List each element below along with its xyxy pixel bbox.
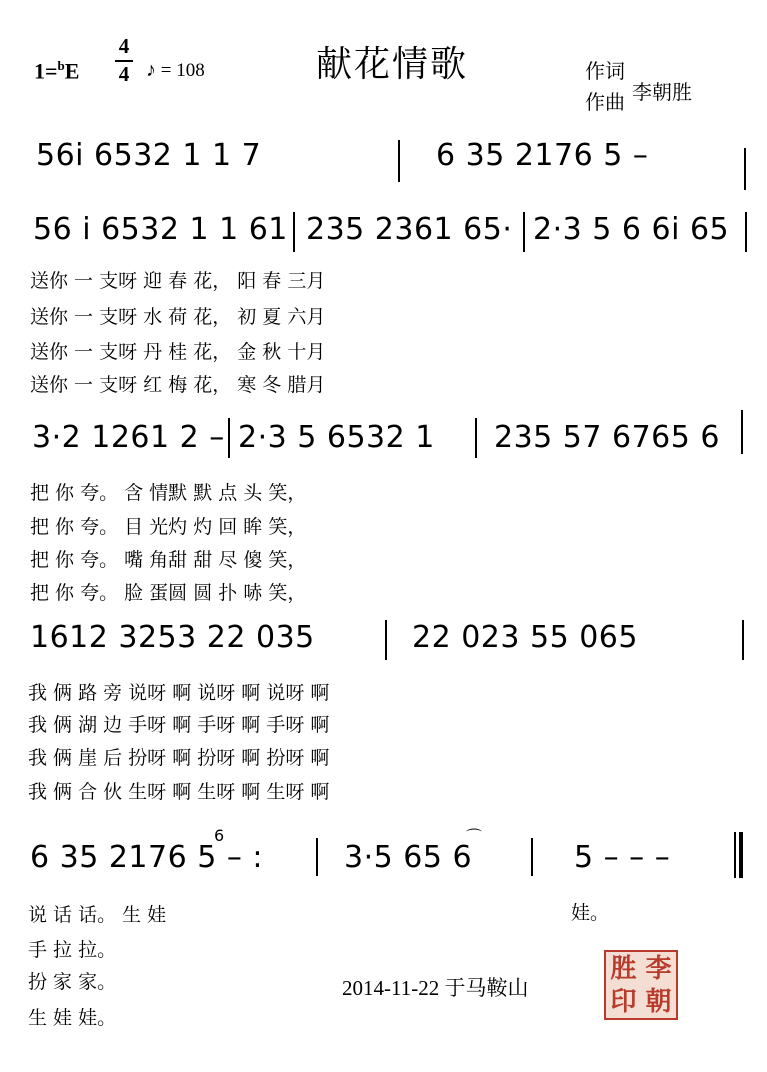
lyric-line: 我 俩 湖 边 手呀 啊 手呀 啊 手呀 啊	[28, 714, 330, 736]
barline	[228, 418, 230, 458]
date-location: 2014-11-22 于马鞍山	[342, 976, 529, 1000]
notation-bar: 3·2 1261 2 –	[32, 420, 225, 455]
seal-char: 朝	[645, 986, 672, 1017]
grace-note: 6	[214, 826, 225, 845]
lyric-line: 送你 一 支呀 水 荷 花， 初 夏 六月	[30, 306, 326, 328]
key-signature	[34, 58, 79, 84]
lyric-line: 把 你 夸。 嘴 角甜 甜 尽 傻 笑，	[30, 549, 307, 571]
lyric-line: 我 俩 崖 后 扮呀 啊 扮呀 啊 扮呀 啊	[28, 747, 330, 769]
notation-bar: 2·3 5 6532 1	[238, 420, 435, 455]
notation-bar: 22 023 55 065	[412, 620, 638, 655]
barline	[293, 212, 295, 252]
lyric-line: 把 你 夸。 目 光灼 灼 回 眸 笑，	[30, 516, 307, 538]
lyric-line: 扮 家 家。	[28, 971, 117, 993]
lyric-line: 我 俩 路 旁 说呀 啊 说呀 啊 说呀 啊	[28, 682, 330, 704]
seal-char: 印	[610, 986, 637, 1017]
notation-bar: 2·3 5 6 6i 65	[533, 212, 730, 247]
song-title: 献花情歌	[316, 44, 469, 85]
time-bottom: 4	[118, 62, 130, 86]
key-one: 1=	[34, 58, 58, 84]
key-note: E	[64, 58, 80, 84]
tempo-marking	[146, 59, 205, 82]
seal-char: 胜	[610, 953, 637, 984]
composer-name: 李朝胜	[632, 80, 692, 104]
barline	[385, 620, 387, 660]
notation-bar: 235 57 6765 6	[494, 420, 720, 455]
tempo-value: = 108	[160, 60, 205, 81]
barline	[523, 212, 525, 252]
time-top: 4	[118, 34, 130, 58]
time-signature	[115, 34, 133, 86]
notation-bar: 235 2361 65·	[306, 212, 513, 247]
lyric-line: 送你 一 支呀 丹 桂 花， 金 秋 十月	[30, 341, 326, 363]
lyric-line: 把 你 夸。 含 情默 默 点 头 笑，	[30, 482, 307, 504]
name-seal	[604, 950, 678, 1020]
barline	[398, 140, 400, 182]
notation-bar: 6 35 2176 5 – :	[30, 840, 263, 875]
barline	[531, 838, 533, 876]
lyric-line: 把 你 夸。 脸 蛋圆 圆 扑 哧 笑，	[30, 582, 307, 604]
barline	[745, 212, 747, 252]
notation-bar: 3·5 65 6	[344, 840, 473, 875]
last-word: 娃。	[571, 902, 610, 924]
composer-label: 作曲	[585, 90, 625, 114]
lyric-line: 送你 一 支呀 迎 春 花， 阳 春 三月	[30, 270, 326, 292]
key-flat: b	[57, 58, 65, 73]
lyric-line: 说 话 话。 生 娃	[28, 904, 167, 926]
notation-bar: 56i 6532 1 1 7	[36, 138, 262, 173]
barline	[744, 148, 746, 190]
lyric-line: 我 俩 合 伙 生呀 啊 生呀 啊 生呀 啊	[28, 781, 330, 803]
final-barline-thick	[739, 832, 743, 878]
barline	[475, 418, 477, 458]
lyric-line: 生 娃 娃。	[28, 1007, 117, 1029]
lyricist-label: 作词	[585, 59, 625, 83]
notation-bar: 1612 3253 22 035	[30, 620, 315, 655]
lyric-line: 手 拉 拉。	[28, 939, 117, 961]
notation-bar: 6 35 2176 5 –	[436, 138, 649, 173]
final-barline-thin	[734, 832, 736, 878]
eighth-note-icon: ♪	[146, 59, 156, 81]
lyric-line: 送你 一 支呀 红 梅 花， 寒 冬 腊月	[30, 374, 326, 396]
fermata-icon: ⌒	[466, 827, 483, 846]
barline	[742, 620, 744, 660]
notation-bar: 5 – – –	[574, 840, 671, 875]
seal-char: 李	[645, 953, 672, 984]
notation-bar: 56 i 6532 1 1 61	[33, 212, 288, 247]
repeat-barline	[316, 838, 318, 876]
barline	[741, 410, 743, 454]
